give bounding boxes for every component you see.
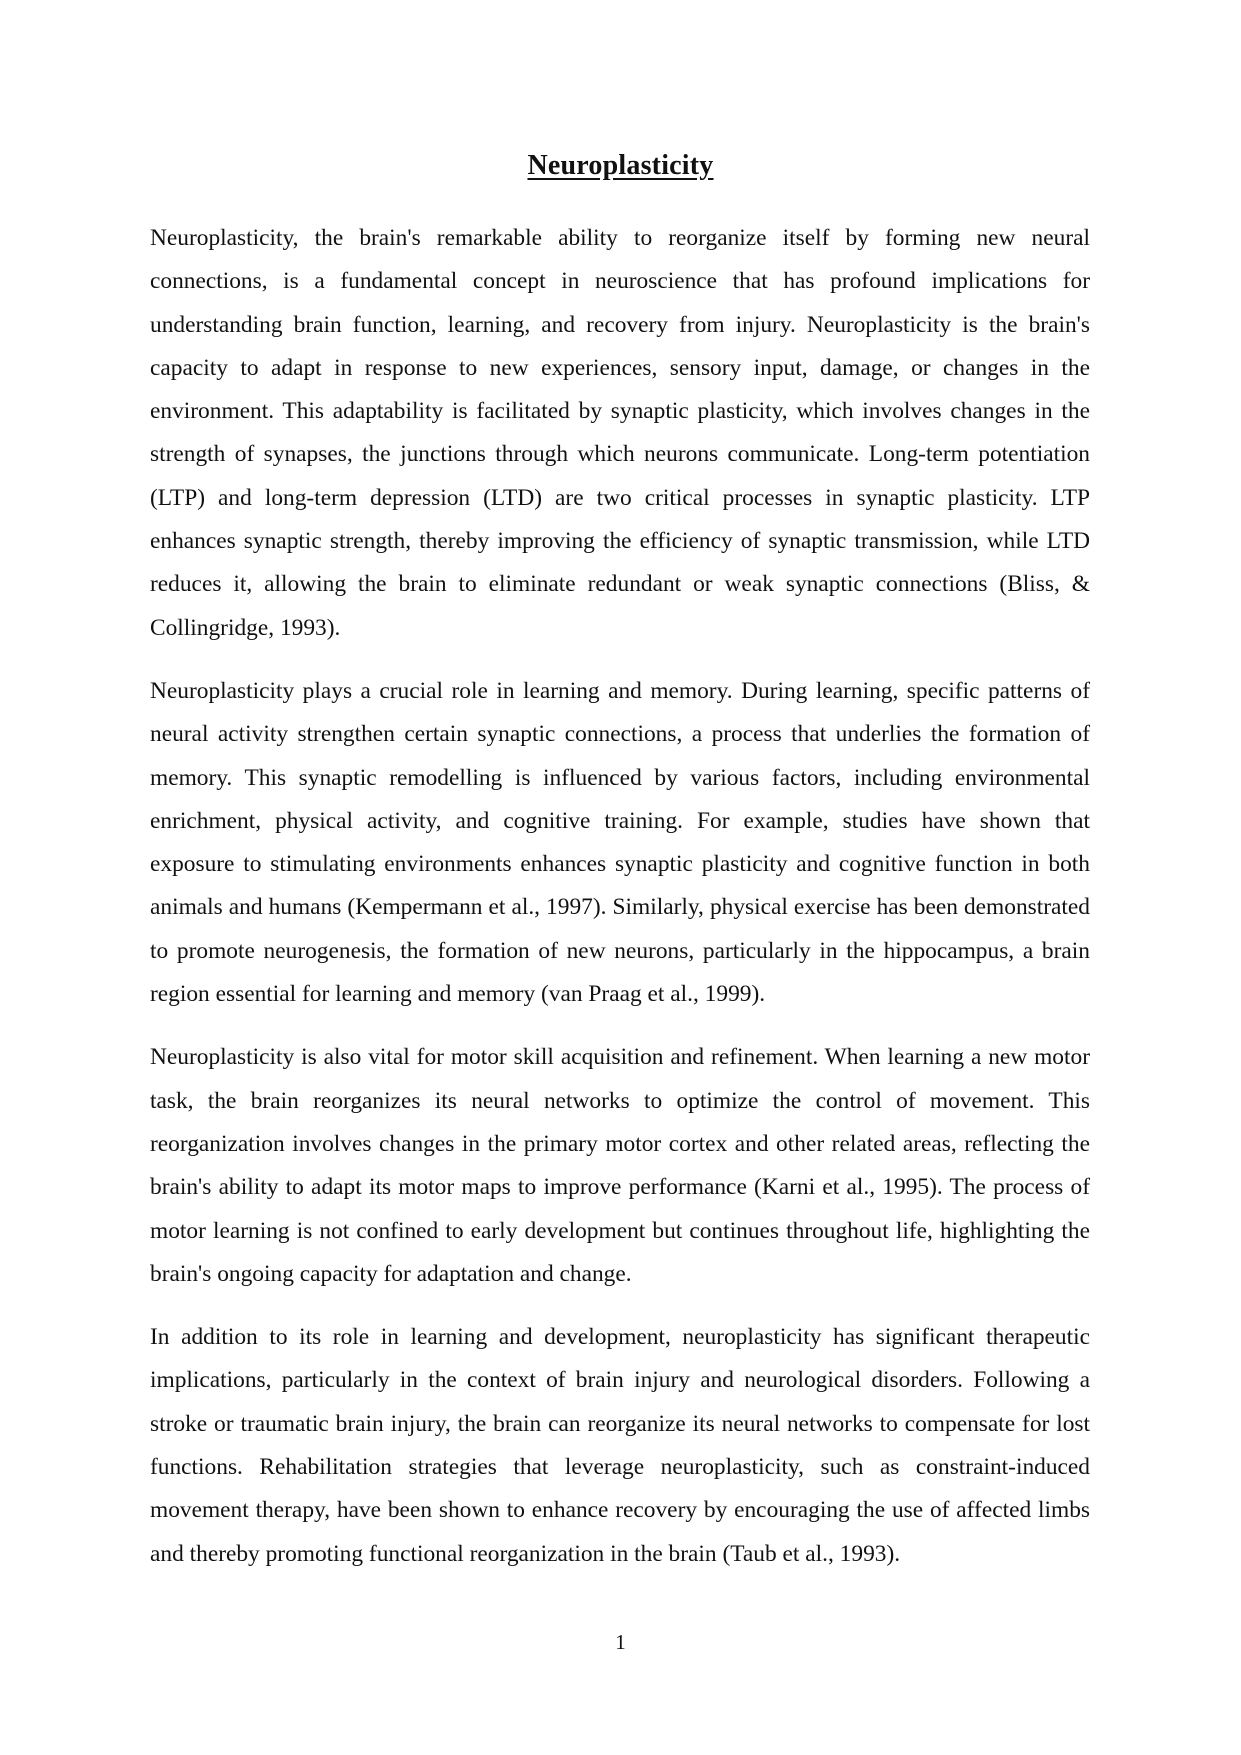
paragraph-2: Neuroplasticity plays a crucial role in learning and memory. During learning, specific patterns of neural activity strengthen certain synaptic connections, a process that underlies the formation of memory. This synaptic remodelling is influenced by various factors, including environmental enrichment, physical activity, and cognitive training. For example, studies have shown that exposure to stimulating environments enhances synaptic plasticity and cognitive function in both animals and humans (Kempermann et al., 1997). Similarly, physical exercise has been demonstrated to promote neurogenesis, the formation of new neurons, particularly in the hippocampus, a brain region essential for learning and memory (van Praag et al., 1999). xyxy=(150,677,1090,1008)
page-title: Neuroplasticity xyxy=(527,150,714,181)
body-text xyxy=(150,217,1090,1596)
page-number: 1 xyxy=(615,1630,626,1654)
paragraph-4: In addition to its role in learning and development, neuroplasticity has significant therapeutic implications, particularly in the context of brain injury and neurological disorders. Following a stroke or traumatic brain injury, the brain can reorganize its neural networks to compensate for lost functions. Rehabilitation strategies that leverage neuroplasticity, such as constraint-induced movement therapy, have been shown to enhance recovery by encouraging the use of affected limbs and thereby promoting functional reorganization in the brain (Taub et al., 1993). xyxy=(150,1324,1090,1567)
paragraph-3: Neuroplasticity is also vital for motor skill acquisition and refinement. When learning a new motor task, the brain reorganizes its neural networks to optimize the control of movement. This reorganization involves changes in the primary motor cortex and other related areas, reflecting the brain's ability to adapt its motor maps to improve performance (Karni et al., 1995). The process of motor learning is not confined to early development but continues throughout life, highlighting the brain's ongoing capacity for adaptation and change. xyxy=(150,1044,1090,1287)
paragraph-1: Neuroplasticity, the brain's remarkable ability to reorganize itself by forming new neural connections, is a fundamental concept in neuroscience that has profound implications for understanding brain function, learning, and recovery from injury. Neuroplasticity is the brain's capacity to adapt in response to new experiences, sensory input, damage, or changes in the environment. This adaptability is facilitated by synaptic plasticity, which involves changes in the strength of synapses, the junctions through which neurons communicate. Long-term potentiation (LTP) and long-term depression (LTD) are two critical processes in synaptic plasticity. LTP enhances synaptic strength, thereby improving the efficiency of synaptic transmission, while LTD reduces it, allowing the brain to eliminate redundant or weak synaptic connections (Bliss, & Collingridge, 1993). xyxy=(150,225,1090,641)
